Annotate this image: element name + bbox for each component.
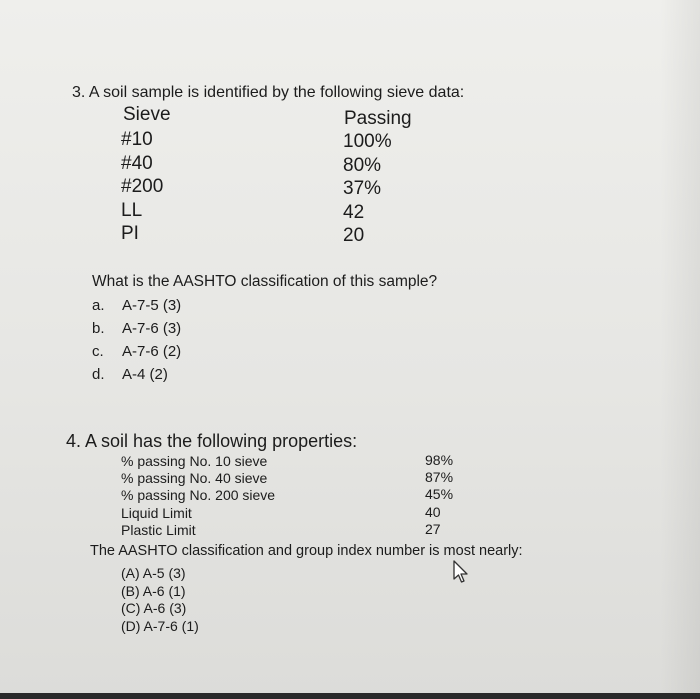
q4-property-value: 45% — [425, 486, 454, 503]
q4-property-value: 40 — [425, 503, 441, 520]
mouse-pointer-icon — [452, 560, 470, 584]
q4-property-value: 87% — [425, 469, 454, 486]
page-shadow — [660, 0, 700, 699]
q3-option-d[interactable] — [92, 363, 181, 386]
q3-passing-cell: 80% — [343, 154, 382, 176]
q4-property-value: 98% — [425, 452, 454, 468]
q3-sieve-cell: LL — [121, 199, 143, 221]
q4-property-label: % passing No. 200 sieve — [121, 487, 276, 504]
q4-property-label: % passing No. 10 sieve — [121, 453, 268, 469]
option-text: A-4 (2) — [122, 366, 168, 383]
option-text: A-7-6 (2) — [122, 343, 182, 360]
q3-header-sieve: Sieve — [123, 104, 171, 125]
q4-title: 4. A soil has the following properties: — [66, 431, 358, 451]
q3-passing-column — [343, 130, 392, 248]
option-letter: a. — [92, 297, 105, 314]
q3-sieve-column — [121, 128, 163, 246]
q4-property-label: Plastic Limit — [121, 521, 196, 538]
option-text: A-7-5 (3) — [122, 297, 182, 314]
q3-sieve-cell: #200 — [121, 176, 164, 197]
q4-option-d[interactable]: (D) A-7-6 (1) — [121, 617, 199, 634]
q3-title: 3. A soil sample is identified by the following sieve data: — [72, 84, 465, 101]
q3-option-b[interactable] — [92, 317, 181, 340]
q4-question: The AASHTO classification and group index number is most nearly: — [90, 543, 523, 559]
q4-option-c[interactable]: (C) A-6 (3) — [121, 600, 187, 616]
q4-option-b[interactable]: (B) A-6 (1) — [121, 582, 186, 599]
q3-passing-cell: 100% — [343, 131, 392, 152]
q4-property-label: Liquid Limit — [121, 504, 192, 521]
option-letter: c. — [92, 343, 104, 360]
q3-passing-cell: 37% — [343, 178, 382, 199]
q3-sieve-cell: PI — [121, 223, 139, 244]
q3-passing-cell: 42 — [343, 201, 365, 223]
q3-options — [92, 294, 181, 386]
option-letter: b. — [92, 320, 105, 337]
q4-property-value: 27 — [425, 520, 441, 537]
q3-passing-cell: 20 — [343, 225, 365, 246]
q3-option-a[interactable] — [92, 294, 181, 317]
q4-property-labels — [121, 453, 275, 539]
q3-question: What is the AASHTO classification of this sample? — [92, 273, 438, 290]
q3-sieve-cell: #40 — [121, 152, 153, 174]
q4-option-a[interactable]: (A) A-5 (3) — [121, 565, 186, 581]
q3-header-passing: Passing — [344, 108, 412, 129]
photo-bottom-edge — [0, 693, 700, 699]
q4-options — [121, 565, 199, 635]
option-text: A-7-6 (3) — [122, 320, 182, 337]
option-letter: d. — [92, 366, 105, 383]
q3-sieve-cell: #10 — [121, 129, 153, 150]
q4-property-values — [425, 452, 453, 538]
q4-property-label: % passing No. 40 sieve — [121, 470, 268, 487]
q3-option-c[interactable] — [92, 340, 181, 363]
